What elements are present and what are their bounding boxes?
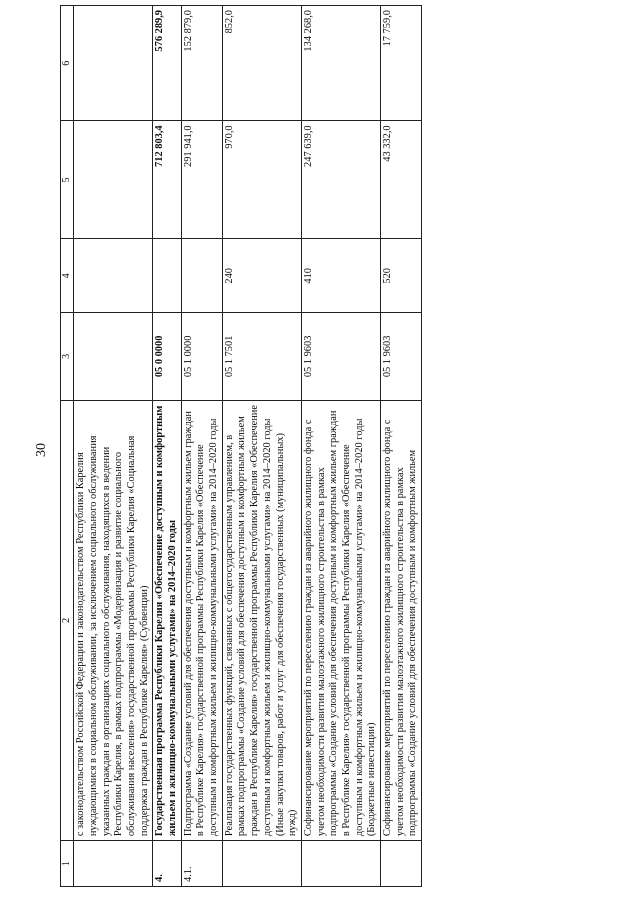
row-value-2015: 152 879,0: [181, 6, 222, 121]
row-description: Государственная программа Республики Карелия «Обеспечение доступным и комфортным жильем и жилищно-коммунальными услугами» на 2014–2020 годы: [153, 400, 181, 841]
column-number-row: [61, 6, 74, 887]
row-description: Подпрограмма «Создание условий для обеспечения доступным и комфортным жильем граждан в Республике Карелия» государственной программы Республики Карелия «Обеспечение доступным и комфортным жильем и жилищно-коммунальными услугами» на 2014–2020 годы: [181, 400, 222, 841]
table-row: [74, 6, 153, 887]
budget-table: [60, 5, 422, 887]
row-number: [301, 841, 380, 887]
row-code: 05 0 0000: [153, 313, 181, 401]
row-value-2014: 43 332,0: [381, 121, 422, 239]
row-description: Софинансирование мероприятий по переселению граждан из аварийного жилищного фонда с учетом необходимости развития малоэтажного жилищного строительства в рамках подпрограммы «Создание условий для обеспечения доступным и комфортным жильем граждан в Республике Карелия» государственной программы Республики Карелия «Обеспечение доступным и комфортным жильем и жилищно-коммунальными услугами» на 2014–2020 годы (Бюджетные инвестиции): [301, 400, 380, 841]
row-description: Реализация государственных функций, связанных с общегосударственным управлением, в рамках подпрограммы «Создание условий для обеспечения доступным и комфортным жильем граждан в Республике Карелия» государственной программы Республики Карелия «Обеспечение доступным и комфортным жильем и жилищно-коммунальными услугами» на 2014–2020 годы (Иные закупки товаров, работ и услуг для обеспечения государственных (муниципальных) нужд): [222, 400, 301, 841]
row-type: [153, 239, 181, 313]
row-type: 520: [381, 239, 422, 313]
row-value-2015: 576 289,9: [153, 6, 181, 121]
row-description: с законодательством Российской Федерации и законодательством Республики Карелия нуждающимися в социальном обслуживании, за исключением социального обслуживания указанных граждан в организациях социального обслуживания, находящихся в ведении Республики Карелия, в рамках подпрограммы «Модернизация и развитие социального обслуживания населения» государственной программы Республики Карелия «Социальная поддержка граждан в Республике Карелия» (Субвенции): [74, 400, 153, 841]
row-value-2014: 291 941,0: [181, 121, 222, 239]
page-number: 30: [34, 443, 49, 457]
document-table-rotated: [60, 0, 580, 887]
row-value-2015: 852,0: [222, 6, 301, 121]
column-number: 3: [61, 313, 74, 401]
row-code: 05 1 0000: [181, 313, 222, 401]
row-value-2014: [74, 121, 153, 239]
table-row: [381, 6, 422, 887]
row-number: [381, 841, 422, 887]
row-value-2014: 970,0: [222, 121, 301, 239]
row-number: 4.1.: [181, 841, 222, 887]
row-value-2015: 17 759,0: [381, 6, 422, 121]
row-type: 240: [222, 239, 301, 313]
table-row: [222, 6, 301, 887]
table-row: [301, 6, 380, 887]
row-value-2015: 134 268,0: [301, 6, 380, 121]
column-number: 2: [61, 400, 74, 841]
column-number: 6: [61, 6, 74, 121]
row-description: Софинансирование мероприятий по переселению граждан из аварийного жилищного фонда с учетом необходимости развития малоэтажного жилищного строительства в рамках подпрограммы «Создание условий для обеспечения доступным и комфортным жильем: [381, 400, 422, 841]
column-number: 5: [61, 121, 74, 239]
row-code: [74, 313, 153, 401]
row-value-2014: 247 639,0: [301, 121, 380, 239]
row-code: 05 1 7501: [222, 313, 301, 401]
column-number: 1: [61, 841, 74, 887]
row-number: 4.: [153, 841, 181, 887]
table-row: [153, 6, 181, 887]
row-value-2015: [74, 6, 153, 121]
row-type: [181, 239, 222, 313]
row-value-2014: 712 803,4: [153, 121, 181, 239]
column-number: 4: [61, 239, 74, 313]
row-number: [74, 841, 153, 887]
row-code: 05 1 9603: [381, 313, 422, 401]
row-code: 05 1 9603: [301, 313, 380, 401]
row-type: [74, 239, 153, 313]
table-row: [181, 6, 222, 887]
row-type: 410: [301, 239, 380, 313]
row-number: [222, 841, 301, 887]
